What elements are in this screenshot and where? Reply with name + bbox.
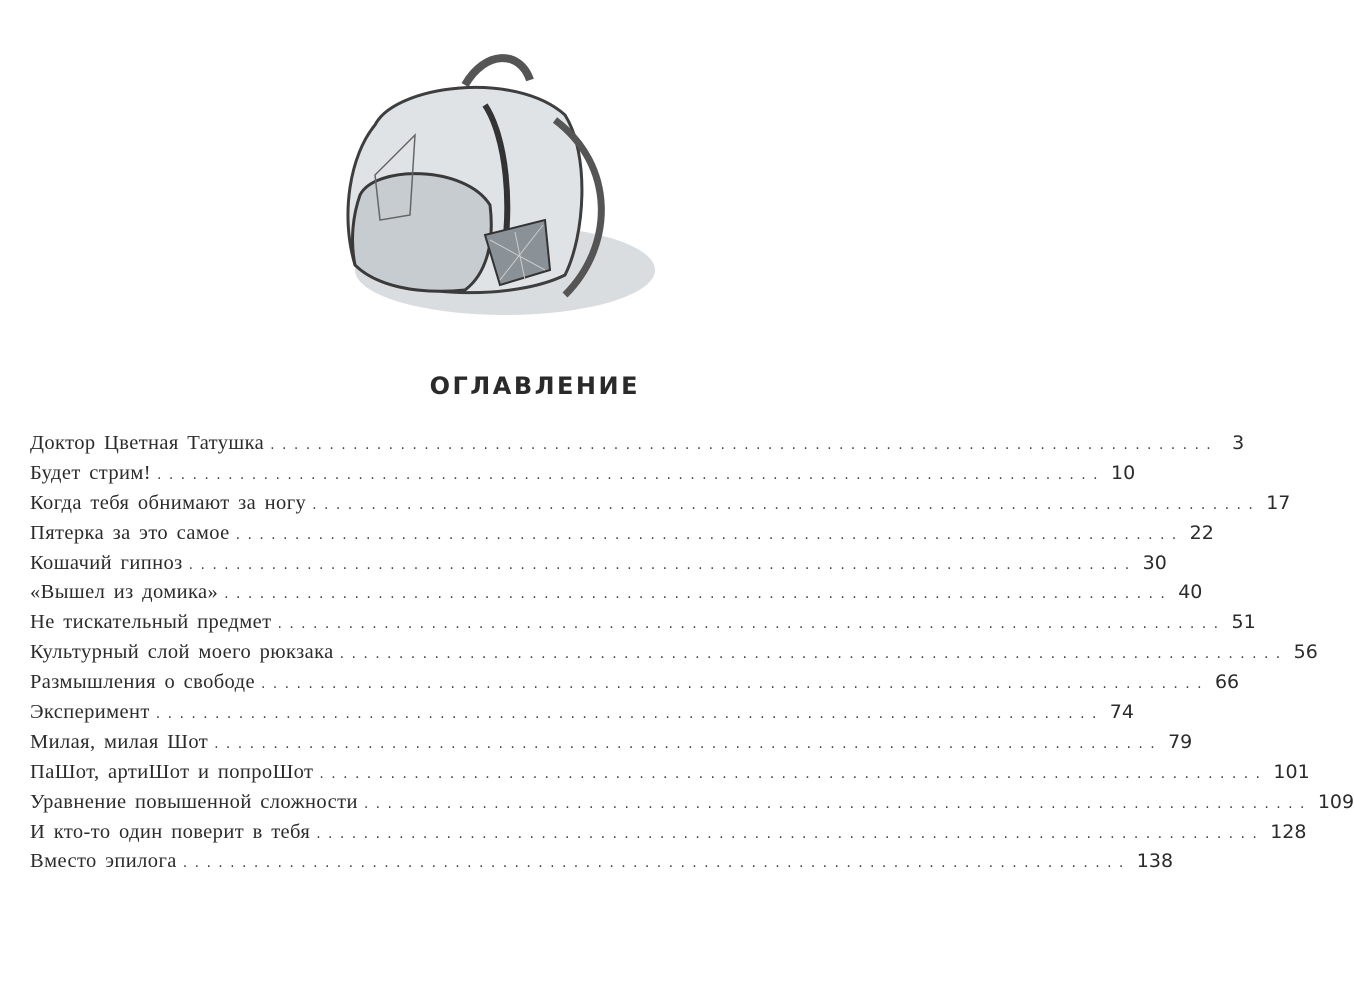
page-number: 22: [1189, 521, 1214, 544]
chapter-title: Будет стрим!: [30, 461, 151, 484]
page-number: 128: [1270, 820, 1307, 843]
toc-entry[interactable]: [30, 790, 1354, 821]
page-number: 79: [1168, 730, 1193, 753]
table-of-contents: [30, 432, 1354, 880]
chapter-title: ПаШот, артиШот и попроШот: [30, 760, 314, 783]
toc-entry[interactable]: [30, 850, 1174, 880]
page-number: 138: [1136, 850, 1174, 873]
chapter-title: Культурный слой моего рюкзака: [30, 641, 334, 664]
toc-entry[interactable]: [30, 671, 1240, 701]
chapter-title: Доктор Цветная Татушка: [30, 432, 265, 454]
toc-heading: ОГЛАВЛЕНИЕ: [429, 372, 640, 400]
page-number: 51: [1231, 611, 1256, 634]
dot-leader: ................................................................................: [312, 496, 1261, 513]
chapter-title: Пятерка за это самое: [30, 521, 230, 544]
toc-entry[interactable]: [30, 820, 1307, 851]
dot-leader: ................................................................................: [277, 616, 1226, 633]
dot-leader: ................................................................................: [363, 795, 1312, 812]
page-number: 3: [1232, 432, 1245, 454]
page-number: 40: [1178, 581, 1203, 604]
toc-entry[interactable]: [30, 432, 1245, 462]
page-number: 66: [1214, 671, 1240, 694]
dot-leader: ................................................................................: [316, 825, 1265, 842]
dot-leader: ................................................................................: [156, 466, 1105, 483]
dot-leader: ................................................................................: [339, 646, 1288, 663]
dot-leader: ................................................................................: [155, 706, 1104, 723]
chapter-title: Когда тебя обнимают за ногу: [30, 491, 307, 514]
chapter-title: Уравнение повышенной сложности: [30, 790, 358, 813]
toc-entry[interactable]: [30, 730, 1193, 761]
toc-entry[interactable]: [30, 461, 1136, 492]
dot-leader: ................................................................................: [188, 556, 1137, 573]
page-number: 109: [1317, 790, 1354, 813]
dot-leader: ................................................................................: [224, 586, 1173, 603]
toc-entry[interactable]: [30, 641, 1318, 671]
dot-leader: ................................................................................: [214, 735, 1163, 752]
chapter-title: «Вышел из домика»: [30, 581, 219, 604]
page-number: 17: [1266, 491, 1291, 514]
toc-entry[interactable]: [30, 760, 1310, 791]
toc-entry[interactable]: [30, 701, 1134, 731]
toc-entry[interactable]: [30, 491, 1291, 522]
dot-leader: ................................................................................: [182, 855, 1131, 872]
toc-entry[interactable]: [30, 611, 1256, 641]
page-number: 74: [1109, 701, 1134, 724]
toc-entry[interactable]: [30, 551, 1167, 582]
toc-entry[interactable]: [30, 521, 1214, 552]
dot-leader: ................................................................................: [270, 437, 1219, 453]
dot-leader: ................................................................................: [319, 765, 1268, 782]
page-number: 30: [1142, 551, 1167, 574]
page-number: 10: [1110, 461, 1136, 484]
chapter-title: Милая, милая Шот: [30, 730, 209, 753]
page-number: 101: [1273, 760, 1310, 783]
dot-leader: ................................................................................: [260, 676, 1209, 693]
chapter-title: Вместо эпилога: [30, 850, 177, 873]
backpack-illustration: [315, 45, 645, 330]
chapter-title: И кто-то один поверит в тебя: [30, 820, 311, 843]
page-number: 56: [1293, 641, 1318, 664]
chapter-title: Размышления о свободе: [30, 671, 255, 694]
chapter-title: Эксперимент: [30, 701, 150, 724]
chapter-title: Не тискательный предмет: [30, 611, 272, 634]
chapter-title: Кошачий гипноз: [30, 551, 183, 574]
dot-leader: ................................................................................: [235, 526, 1184, 543]
toc-entry[interactable]: [30, 581, 1203, 611]
